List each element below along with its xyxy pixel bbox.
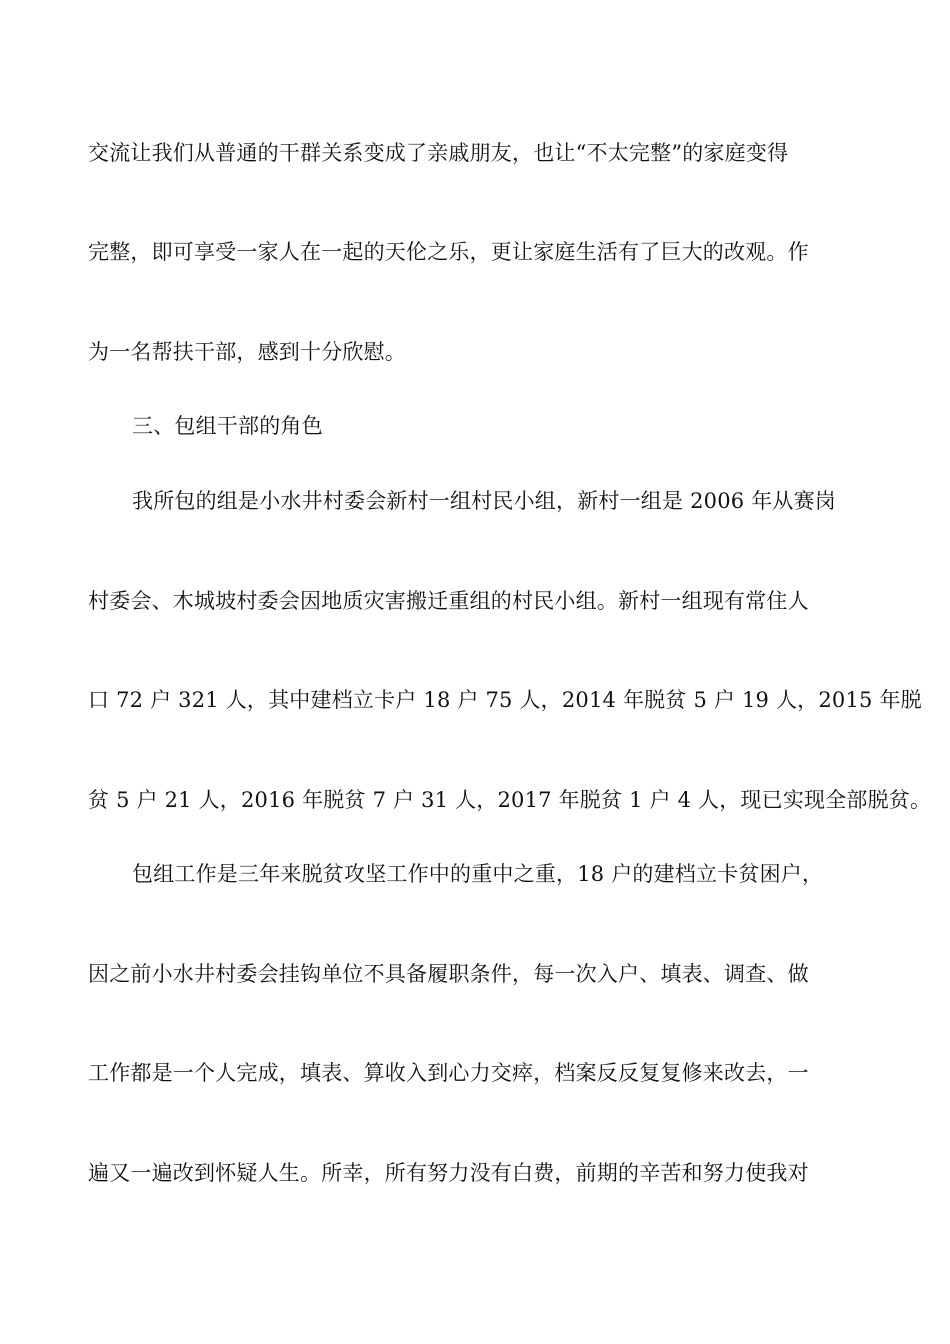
paragraph-line: 口 72 户 321 人，其中建档立卡户 18 户 75 人，2014 年脱贫 5 户 19 人，2015 年脱	[88, 688, 922, 712]
paragraph-line: 工作都是一个人完成，填表、算收入到心力交瘁，档案反反复复修来改去，一	[88, 1061, 809, 1085]
paragraph-line: 因之前小水井村委会挂钩单位不具备履职条件，每一次入户、填表、调查、做	[88, 962, 809, 986]
paragraph-line: 包组工作是三年来脱贫攻坚工作中的重中之重，18 户的建档立卡贫困户，	[132, 862, 824, 886]
paragraph-line: 交流让我们从普通的干群关系变成了亲戚朋友，也让“不太完整”的家庭变得	[88, 141, 789, 165]
paragraph-line: 贫 5 户 21 人，2016 年脱贫 7 户 31 人，2017 年脱贫 1 户 4 人，现已实现全部脱贫。	[88, 788, 932, 812]
paragraph-line: 遍又一遍改到怀疑人生。所幸，所有努力没有白费，前期的辛苦和努力使我对	[88, 1161, 809, 1185]
section-heading: 三、包组干部的角色	[132, 414, 323, 438]
paragraph-line: 完整，即可享受一家人在一起的天伦之乐，更让家庭生活有了巨大的改观。作	[88, 240, 809, 264]
paragraph-line: 村委会、木城坡村委会因地质灾害搬迁重组的村民小组。新村一组现有常住人	[88, 589, 809, 613]
paragraph-line: 我所包的组是小水井村委会新村一组村民小组，新村一组是 2006 年从赛岗	[132, 489, 836, 513]
paragraph-line: 为一名帮扶干部，感到十分欣慰。	[88, 340, 406, 364]
